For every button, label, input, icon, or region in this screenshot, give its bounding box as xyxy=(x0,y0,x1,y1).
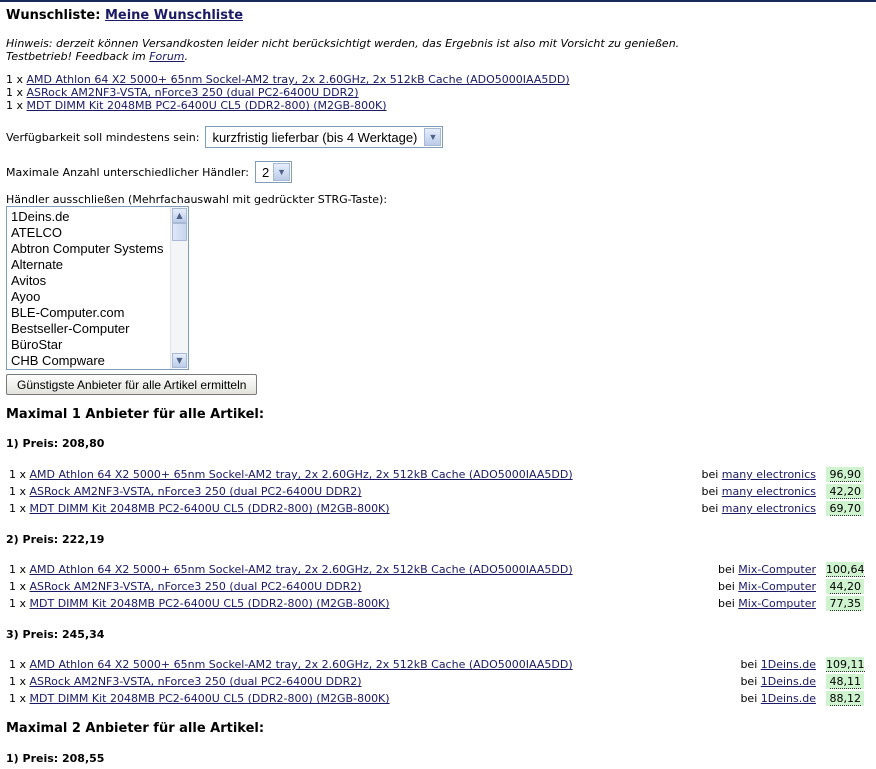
price-badge xyxy=(826,562,864,577)
hint-line-2 xyxy=(6,50,679,63)
price-value: 48,11 xyxy=(829,675,861,688)
price-value: 42,20 xyxy=(829,485,861,498)
scroll-down-icon[interactable]: ▼ xyxy=(172,353,187,368)
quantity: 1 x xyxy=(6,73,24,86)
price-value: 77,35 xyxy=(829,597,861,610)
hint-line-2-text: Testbetrieb! Feedback im xyxy=(6,50,150,63)
exclude-dealer-option[interactable]: ATELCO xyxy=(11,225,63,240)
result-dealer xyxy=(701,468,816,481)
hint-text xyxy=(6,37,679,63)
article-link-mdt-dimm[interactable]: MDT DIMM Kit 2048MB PC2-6400U CL5 (DDR2-800) (M2GB-800K) xyxy=(29,597,390,610)
price-badge xyxy=(826,484,864,499)
result-article xyxy=(9,692,390,705)
exclude-dealer-option[interactable]: Abtron Computer Systems xyxy=(11,241,164,256)
chevron-down-icon[interactable]: ▼ xyxy=(273,163,290,181)
result-row xyxy=(6,467,864,483)
result-price-heading: 1) Preis: 208,80 xyxy=(6,437,105,450)
quantity: 1 x xyxy=(9,563,27,576)
bei-label: bei xyxy=(740,692,758,705)
result-article xyxy=(9,580,362,593)
result-row xyxy=(6,562,864,578)
section-heading-max-1: Maximal 1 Anbieter für alle Artikel: xyxy=(6,407,265,422)
result-dealer xyxy=(718,597,816,610)
result-dealer xyxy=(701,485,816,498)
quantity: 1 x xyxy=(6,86,24,99)
result-row xyxy=(6,579,864,595)
article-link-mdt-dimm[interactable]: MDT DIMM Kit 2048MB PC2-6400U CL5 (DDR2-800) (M2GB-800K) xyxy=(26,99,387,112)
result-article xyxy=(9,675,362,688)
price-badge xyxy=(826,674,864,689)
listbox-scrollbar[interactable] xyxy=(170,207,188,369)
article-link-mdt-dimm[interactable]: MDT DIMM Kit 2048MB PC2-6400U CL5 (DDR2-800) (M2GB-800K) xyxy=(29,502,390,515)
scroll-up-icon[interactable]: ▲ xyxy=(172,208,187,223)
hint-line-2-end: . xyxy=(184,50,189,63)
max-dealers-row xyxy=(6,160,292,184)
top-border xyxy=(0,0,876,2)
forum-link[interactable]: Forum xyxy=(149,50,185,63)
dealer-link[interactable]: many electronics xyxy=(721,468,816,481)
quantity: 1 x xyxy=(9,485,27,498)
bei-label: bei xyxy=(717,563,735,576)
dealer-link[interactable]: 1Deins.de xyxy=(760,675,816,688)
page-title xyxy=(6,8,243,23)
dealer-link[interactable]: many electronics xyxy=(721,485,816,498)
result-dealer xyxy=(718,563,816,576)
exclude-dealer-option[interactable]: CHB Compware xyxy=(11,353,105,368)
price-badge xyxy=(826,467,864,482)
quantity: 1 x xyxy=(9,468,27,481)
exclude-dealer-option[interactable]: 1Deins.de xyxy=(11,209,70,224)
quantity: 1 x xyxy=(9,692,27,705)
exclude-dealer-option[interactable]: BüroStar xyxy=(11,337,63,352)
quantity: 1 x xyxy=(9,580,27,593)
result-row xyxy=(6,501,864,517)
dealer-link[interactable]: Mix-Computer xyxy=(738,580,816,593)
price-value: 109,11 xyxy=(826,658,865,671)
article-link-amd-athlon[interactable]: AMD Athlon 64 X2 5000+ 65nm Sockel-AM2 tray, 2x 2.60GHz, 2x 512kB Cache (ADO5000IAA5DD) xyxy=(29,468,573,481)
dealer-link[interactable]: 1Deins.de xyxy=(760,692,816,705)
result-article xyxy=(9,658,573,671)
article-link-amd-athlon[interactable]: AMD Athlon 64 X2 5000+ 65nm Sockel-AM2 tray, 2x 2.60GHz, 2x 512kB Cache (ADO5000IAA5DD) xyxy=(26,73,570,86)
result-article xyxy=(9,468,573,481)
result-article xyxy=(9,563,573,576)
exclude-dealer-option[interactable]: Bestseller-Computer xyxy=(11,321,130,336)
chevron-down-icon[interactable]: ▼ xyxy=(424,128,441,146)
price-value: 100,64 xyxy=(826,563,865,576)
quantity: 1 x xyxy=(9,675,27,688)
result-price-heading: 1) Preis: 208,55 xyxy=(6,752,105,765)
exclude-dealer-option[interactable]: BLE-Computer.com xyxy=(11,305,125,320)
bei-label: bei xyxy=(701,468,719,481)
dealer-link[interactable]: many electronics xyxy=(721,502,816,515)
price-value: 44,20 xyxy=(829,580,861,593)
dealer-link[interactable]: Mix-Computer xyxy=(738,563,816,576)
exclude-dealer-option[interactable]: Alternate xyxy=(11,257,64,272)
max-dealers-label: Maximale Anzahl unterschiedlicher Händler: xyxy=(6,165,249,179)
scrollbar-thumb[interactable] xyxy=(172,223,187,241)
bei-label: bei xyxy=(740,658,758,671)
quantity: 1 x xyxy=(9,597,27,610)
price-badge xyxy=(826,579,864,594)
bei-label: bei xyxy=(701,502,719,515)
price-badge xyxy=(826,501,864,516)
exclude-dealers-listbox[interactable] xyxy=(6,206,189,370)
dealer-link[interactable]: Mix-Computer xyxy=(738,597,816,610)
result-dealer xyxy=(740,658,816,671)
result-article xyxy=(9,502,390,515)
article-link-asrock[interactable]: ASRock AM2NF3-VSTA, nForce3 250 (dual PC2-6400U DDR2) xyxy=(29,675,362,688)
quantity: 1 x xyxy=(6,99,24,112)
wishlist-articles xyxy=(6,73,570,112)
dealer-link[interactable]: 1Deins.de xyxy=(760,658,816,671)
availability-label: Verfügbarkeit soll mindestens sein: xyxy=(6,130,200,144)
page-title-prefix: Wunschliste: xyxy=(6,8,101,23)
max-dealers-select-value: 2 xyxy=(261,164,270,180)
price-badge xyxy=(826,691,864,706)
find-cheapest-button[interactable]: Günstigste Anbieter für alle Artikel ermitteln xyxy=(6,374,257,395)
bei-label: bei xyxy=(740,675,758,688)
bei-label: bei xyxy=(717,580,735,593)
wishlist-article-row xyxy=(6,99,570,112)
result-dealer xyxy=(740,692,816,705)
result-row xyxy=(6,596,864,612)
result-article xyxy=(9,597,390,610)
exclude-dealers-label: Händler ausschließen (Mehrfachauswahl mit gedrückter STRG-Taste): xyxy=(6,193,388,206)
price-badge xyxy=(826,657,864,672)
article-link-asrock[interactable]: ASRock AM2NF3-VSTA, nForce3 250 (dual PC2-6400U DDR2) xyxy=(29,485,362,498)
availability-select-value: kurzfristig lieferbar (bis 4 Werktage) xyxy=(212,129,418,145)
result-row xyxy=(6,674,864,690)
hint-line-1: Hinweis: derzeit können Versandkosten leider nicht berücksichtigt werden, das Ergebnis ist also mit Vorsicht zu genießen. xyxy=(6,37,680,50)
section-heading-max-2: Maximal 2 Anbieter für alle Artikel: xyxy=(6,721,265,736)
article-link-amd-athlon[interactable]: AMD Athlon 64 X2 5000+ 65nm Sockel-AM2 tray, 2x 2.60GHz, 2x 512kB Cache (ADO5000IAA5DD) xyxy=(29,563,573,576)
article-link-asrock[interactable]: ASRock AM2NF3-VSTA, nForce3 250 (dual PC2-6400U DDR2) xyxy=(26,86,359,99)
result-dealer xyxy=(701,502,816,515)
result-row xyxy=(6,657,864,673)
result-dealer xyxy=(718,580,816,593)
price-badge xyxy=(826,596,864,611)
availability-select[interactable] xyxy=(205,126,443,148)
quantity: 1 x xyxy=(9,658,27,671)
exclude-dealer-option[interactable]: Ayoo xyxy=(11,289,41,304)
article-link-amd-athlon[interactable]: AMD Athlon 64 X2 5000+ 65nm Sockel-AM2 tray, 2x 2.60GHz, 2x 512kB Cache (ADO5000IAA5DD) xyxy=(29,658,573,671)
max-dealers-select[interactable] xyxy=(255,161,292,183)
price-value: 96,90 xyxy=(829,468,861,481)
exclude-dealers-options xyxy=(11,209,163,369)
bei-label: bei xyxy=(701,485,719,498)
quantity: 1 x xyxy=(9,502,27,515)
wishlist-article-row xyxy=(6,73,570,86)
result-row xyxy=(6,691,864,707)
exclude-dealer-option[interactable]: Avitos xyxy=(11,273,47,288)
article-link-mdt-dimm[interactable]: MDT DIMM Kit 2048MB PC2-6400U CL5 (DDR2-800) (M2GB-800K) xyxy=(29,692,390,705)
price-value: 88,12 xyxy=(829,692,861,705)
bei-label: bei xyxy=(717,597,735,610)
article-link-asrock[interactable]: ASRock AM2NF3-VSTA, nForce3 250 (dual PC2-6400U DDR2) xyxy=(29,580,362,593)
result-price-heading: 2) Preis: 222,19 xyxy=(6,533,105,546)
price-value: 69,70 xyxy=(829,502,861,515)
availability-row xyxy=(6,124,443,150)
result-row xyxy=(6,484,864,500)
result-price-heading: 3) Preis: 245,34 xyxy=(6,628,105,641)
result-dealer xyxy=(740,675,816,688)
result-article xyxy=(9,485,362,498)
wishlist-link[interactable]: Meine Wunschliste xyxy=(104,8,244,23)
wishlist-article-row xyxy=(6,86,570,99)
